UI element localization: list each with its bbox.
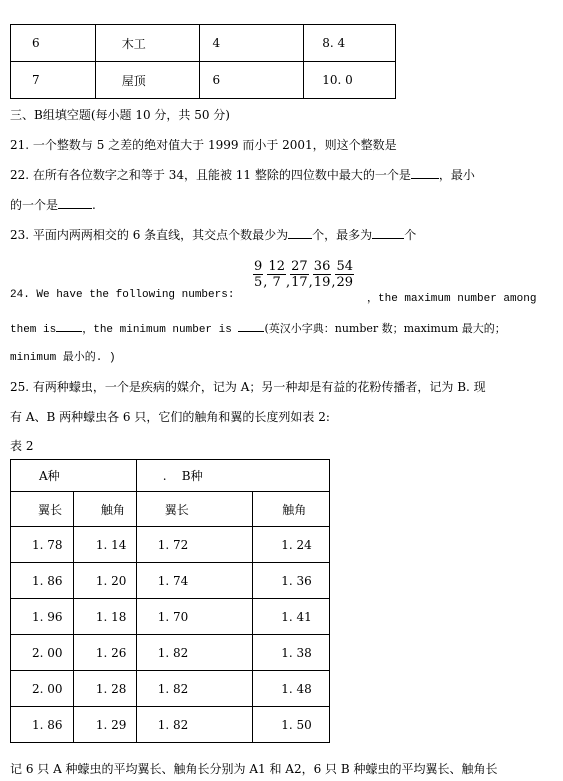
question-24-line3: minimum 最小的. ) bbox=[10, 352, 116, 364]
table-cell: 1. 78 bbox=[11, 527, 74, 563]
answer-blank[interactable] bbox=[411, 166, 439, 179]
table-cell: 1. 82 bbox=[136, 671, 253, 707]
fraction: $\frac{54}{29}$ bbox=[336, 259, 354, 290]
fraction: $\frac{9}{5}$ bbox=[254, 259, 263, 290]
table-cell: 1. 20 bbox=[73, 563, 136, 599]
table-cell: 1. 26 bbox=[73, 635, 136, 671]
table-cell: 1. 50 bbox=[253, 707, 330, 743]
table-row bbox=[11, 707, 330, 743]
answer-blank[interactable] bbox=[288, 226, 312, 239]
table-cell: 1. 96 bbox=[11, 599, 74, 635]
table-cell: 6 bbox=[11, 25, 96, 62]
question-23-text: 23. 平面内两两相交的 6 条直线，其交点个数最少为 bbox=[10, 228, 289, 242]
table-row bbox=[11, 563, 330, 599]
table-row bbox=[11, 62, 396, 99]
question-24-lead: 24. We have the following numbers: bbox=[10, 289, 235, 301]
column-header: 触角 bbox=[253, 492, 330, 527]
top-table bbox=[10, 24, 396, 99]
answer-blank[interactable] bbox=[58, 196, 92, 209]
table-row bbox=[11, 599, 330, 635]
question-22-line1 bbox=[10, 166, 475, 183]
footer-text: 记 6 只 A 种蠓虫的平均翼长、触角长分别为 A1 和 A2，6 只 B 种蠓虫的平均翼长、触角长 bbox=[10, 762, 498, 776]
question-22-line2 bbox=[10, 196, 96, 213]
table-cell: 1. 86 bbox=[11, 563, 74, 599]
table-cell: 1. 70 bbox=[136, 599, 253, 635]
table-cell: 10. 0 bbox=[304, 62, 396, 99]
fraction: $\frac{36}{19}$ bbox=[313, 259, 331, 290]
table-row bbox=[11, 25, 396, 62]
question-22-text-end: . bbox=[92, 198, 96, 212]
fraction: $\frac{12}{7}$ bbox=[268, 259, 285, 290]
table-cell: 1. 41 bbox=[253, 599, 330, 635]
table-cell: 木工 bbox=[95, 25, 199, 62]
table-cell: 屋顶 bbox=[95, 62, 199, 99]
table-cell: 2. 00 bbox=[11, 635, 74, 671]
table-cell: 1. 36 bbox=[253, 563, 330, 599]
table-cell: 1. 82 bbox=[136, 707, 253, 743]
table-cell: 1. 38 bbox=[253, 635, 330, 671]
answer-blank[interactable] bbox=[56, 319, 82, 332]
question-22-text: 22. 在所有各位数字之和等于 34，且能被 11 整除的四位数中最大的一个是 bbox=[10, 168, 411, 182]
table-cell: 1. 14 bbox=[73, 527, 136, 563]
question-24-text: ，the minimum number is bbox=[82, 324, 232, 336]
table-row bbox=[11, 635, 330, 671]
section-title: 三、B组填空题(每小题 10 分，共 50 分) bbox=[10, 108, 230, 122]
group-header-b: . B种 bbox=[136, 460, 329, 492]
question-24-text: them is bbox=[10, 324, 57, 336]
table-cell: 7 bbox=[11, 62, 96, 99]
column-header: 翼长 bbox=[11, 492, 74, 527]
table-cell: 4 bbox=[199, 25, 304, 62]
table-cell: 1. 86 bbox=[11, 707, 74, 743]
column-header: 翼长 bbox=[136, 492, 253, 527]
table-cell: 8. 4 bbox=[304, 25, 396, 62]
column-header: 触角 bbox=[73, 492, 136, 527]
question-23 bbox=[10, 226, 416, 243]
table-cell: 1. 72 bbox=[136, 527, 253, 563]
table-cell: 2. 00 bbox=[11, 671, 74, 707]
question-22-text: 的一个是 bbox=[10, 198, 59, 212]
table-caption: 表 2 bbox=[10, 439, 34, 453]
question-25-line2: 有 A、B 两种蠓虫各 6 只，它们的触角和翼的长度列如表 2: bbox=[10, 410, 330, 424]
table-cell: 1. 28 bbox=[73, 671, 136, 707]
question-24-text: (英汉小字典：number 数；maximum 最大的； bbox=[264, 322, 506, 335]
table-row bbox=[11, 527, 330, 563]
question-23-text: 个，最多为 bbox=[312, 228, 373, 242]
table-group-header bbox=[11, 460, 330, 492]
data-table bbox=[10, 459, 330, 743]
table-cell: 1. 24 bbox=[253, 527, 330, 563]
table-cell: 1. 74 bbox=[136, 563, 253, 599]
table-cell: 1. 82 bbox=[136, 635, 253, 671]
question-22-text-end: ，最小 bbox=[438, 168, 475, 182]
answer-blank[interactable] bbox=[372, 226, 404, 239]
fraction-list: $\frac{9}{5}$ , $\frac{12}{7}$ , $\frac{27}{17}$ , $\frac{36}{19}$ , $\frac{54}{29}$ bbox=[254, 259, 354, 290]
table-row bbox=[11, 671, 330, 707]
question-24-after: ，the maximum number among bbox=[367, 293, 537, 305]
question-21: 21. 一个整数与 5 之差的绝对值大于 1999 而小于 2001，则这个整数是 bbox=[10, 138, 397, 152]
table-header-row bbox=[11, 492, 330, 527]
table-cell: 1. 18 bbox=[73, 599, 136, 635]
table-cell: 1. 48 bbox=[253, 671, 330, 707]
group-header-a: A种 bbox=[11, 460, 137, 492]
question-23-text: 个 bbox=[404, 228, 417, 242]
question-25-line1: 25. 有两种蠓虫，一个是疾病的媒介，记为 A；另一种却是有益的花粉传播者，记为 B. 现 bbox=[10, 380, 486, 394]
question-24-line2 bbox=[10, 319, 506, 336]
table-cell: 6 bbox=[199, 62, 304, 99]
answer-blank[interactable] bbox=[238, 319, 264, 332]
fraction: $\frac{27}{17}$ bbox=[291, 259, 308, 290]
table-cell: 1. 29 bbox=[73, 707, 136, 743]
